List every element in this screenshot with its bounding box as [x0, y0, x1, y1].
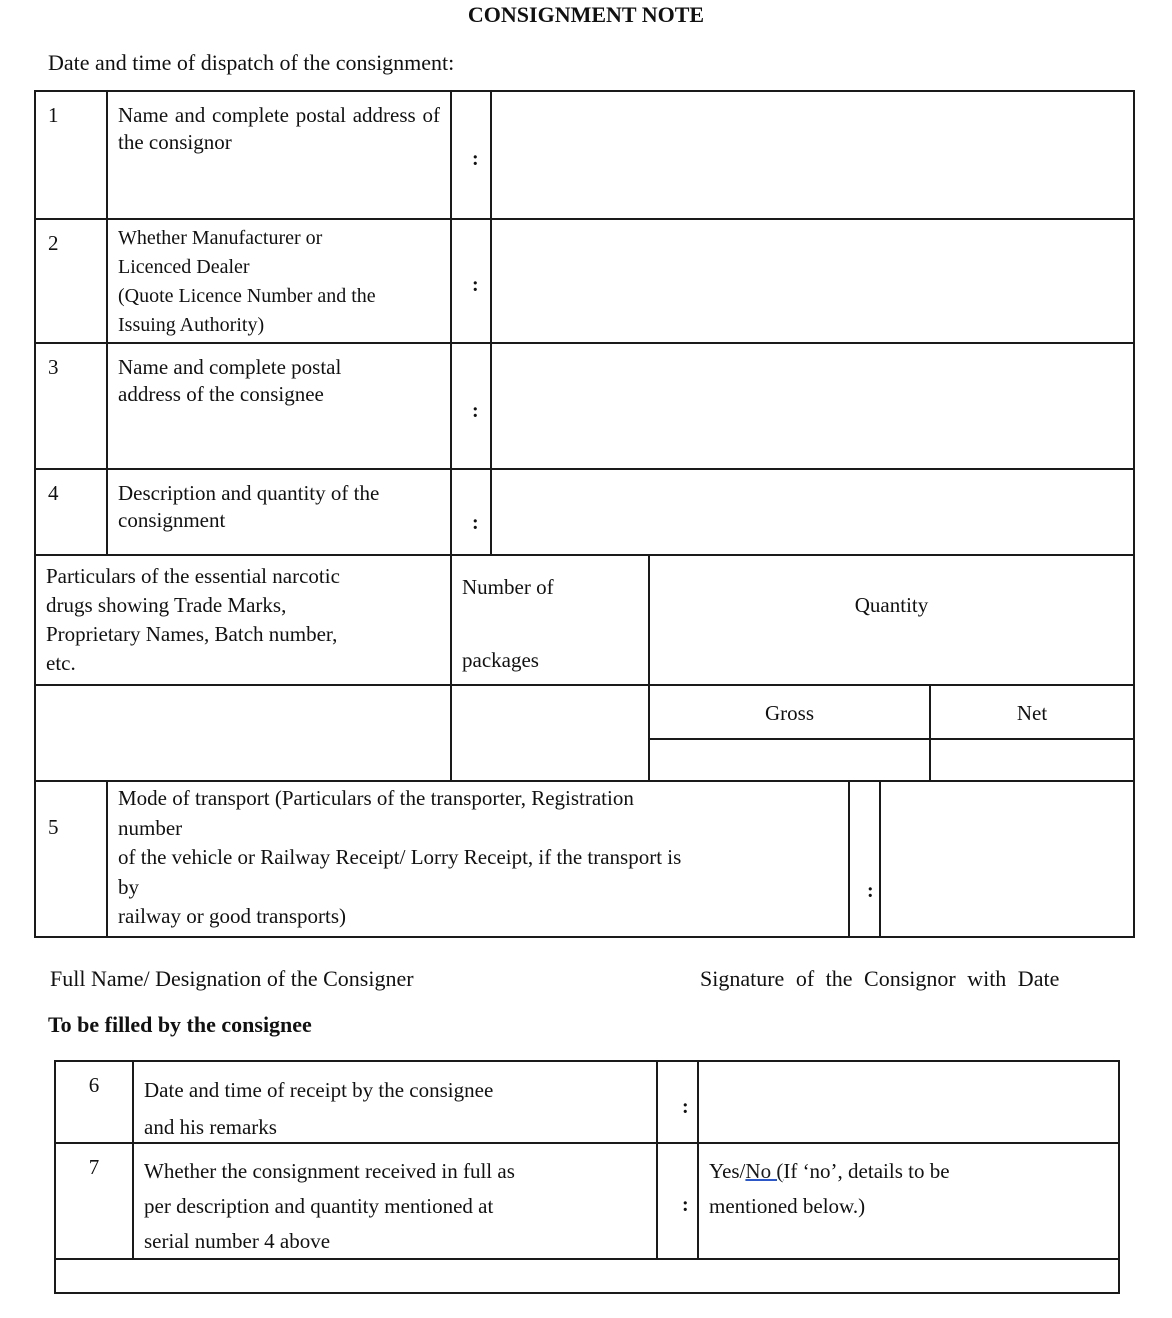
consignee-heading: To be filled by the consignee	[48, 1012, 312, 1037]
row-5-colon: :	[867, 880, 874, 902]
row-3-number: 3	[34, 342, 108, 470]
consigner-name-label: Full Name/ Designation of the Consigner	[50, 966, 414, 991]
row-5-value[interactable]	[879, 780, 1135, 938]
row-2-label-line: (Quote Licence Number and the	[118, 285, 376, 307]
row-3-colon: :	[472, 400, 479, 422]
row-6-value[interactable]	[697, 1060, 1120, 1144]
row-4-value[interactable]	[490, 468, 1135, 556]
row-7-label-line: Whether the consignment received in full as	[144, 1159, 515, 1183]
particulars-line: drugs showing Trade Marks,	[46, 593, 287, 617]
row-5-label-line: number	[118, 815, 183, 840]
row-4-number: 4	[34, 468, 108, 556]
row-4-label-line: Description and quantity of the	[118, 481, 380, 505]
row-6-label-line: Date and time of receipt by the consignee	[144, 1078, 494, 1102]
row-3-label	[106, 342, 452, 470]
row-2-label	[106, 218, 452, 344]
row-2-label-line: Whether Manufacturer or	[118, 227, 323, 249]
answer-yes: Yes/	[709, 1159, 746, 1183]
row-3-value[interactable]	[490, 342, 1135, 470]
row-7-answer-line-1	[709, 1154, 1108, 1189]
particulars-value[interactable]	[34, 684, 452, 782]
row-6-number: 6	[54, 1060, 134, 1144]
row-2-colon-cell	[450, 218, 492, 344]
particulars-line: etc.	[46, 651, 76, 675]
dispatch-label: Date and time of dispatch of the consignment:	[48, 50, 455, 75]
row-5-label-line: by	[118, 874, 139, 899]
row-5-label	[106, 780, 850, 938]
row-1-colon-cell	[450, 90, 492, 220]
net-header: Net	[929, 684, 1135, 740]
row-4-colon-cell	[450, 468, 492, 556]
row-3-label-line: address of the consignee	[118, 382, 324, 406]
answer-rest: If ‘no’, details to be	[783, 1159, 950, 1183]
row-5-label-line: of the vehicle or Railway Receipt/ Lorry Receipt, if the transport is	[118, 845, 682, 869]
row-7-answer-line-2: mentioned below.)	[709, 1194, 866, 1218]
row-5-label-line: railway or good transports)	[118, 904, 347, 928]
row-6-colon: :	[682, 1096, 689, 1118]
row-2-number: 2	[34, 218, 108, 344]
row-4-label	[106, 468, 452, 556]
packages-header	[450, 554, 650, 686]
row-5-label-line: Mode of transport (Particulars of the transporter, Registration	[118, 786, 634, 810]
row-4-colon: :	[472, 512, 479, 534]
row-7-label-line: serial number 4 above	[144, 1229, 331, 1253]
row-2-colon: :	[472, 274, 479, 296]
row-7-number: 7	[54, 1142, 134, 1260]
row-7-label	[132, 1142, 658, 1260]
row-7-colon: :	[682, 1194, 689, 1216]
row-7-answer[interactable]	[697, 1142, 1120, 1260]
row-6-label	[132, 1060, 658, 1144]
row-1-label: Name and complete postal address of the consignor	[106, 90, 452, 220]
packages-header-top: Number of	[462, 575, 554, 599]
answer-no: No (	[745, 1159, 784, 1183]
row-1-colon: :	[472, 148, 479, 170]
row-5-colon-cell	[848, 780, 881, 938]
packages-header-bottom: packages	[462, 648, 539, 672]
particulars-label	[34, 554, 452, 686]
row-6-colon-cell	[656, 1060, 699, 1144]
row-3-colon-cell	[450, 342, 492, 470]
row-7-colon-cell	[656, 1142, 699, 1260]
details-field[interactable]	[54, 1258, 1120, 1294]
page-title: CONSIGNMENT NOTE	[467, 2, 705, 27]
row-6-label-line: and his remarks	[144, 1115, 277, 1139]
net-value[interactable]	[929, 738, 1135, 782]
particulars-line: Proprietary Names, Batch number,	[46, 622, 338, 646]
row-2-label-line: Issuing Authority)	[118, 314, 265, 336]
gross-header: Gross	[648, 684, 931, 740]
row-5-number: 5	[34, 780, 108, 938]
row-7-label-line: per description and quantity mentioned at	[144, 1194, 494, 1218]
gross-value[interactable]	[648, 738, 931, 782]
row-1-number: 1	[34, 90, 108, 220]
row-2-label-line: Licenced Dealer	[118, 256, 250, 278]
packages-value[interactable]	[450, 684, 650, 782]
row-2-value[interactable]	[490, 218, 1135, 344]
row-3-label-line: Name and complete postal	[118, 355, 342, 379]
row-4-label-line: consignment	[118, 508, 226, 532]
row-1-value[interactable]	[490, 90, 1135, 220]
consignor-signature-label: Signature of the Consignor with Date	[700, 966, 1060, 991]
quantity-header: Quantity	[648, 554, 1135, 686]
particulars-line: Particulars of the essential narcotic	[46, 564, 340, 588]
